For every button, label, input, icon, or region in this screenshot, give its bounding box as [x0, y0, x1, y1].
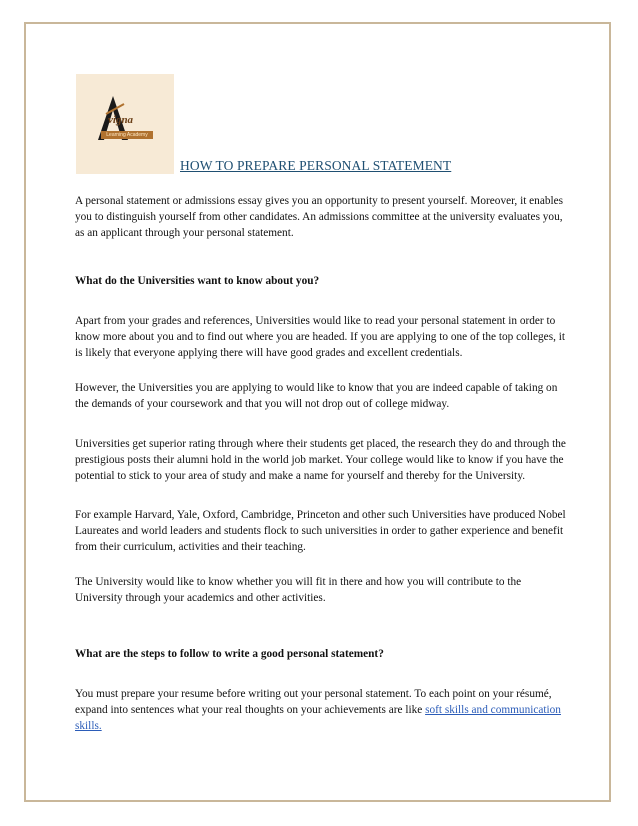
paragraph-resume — [75, 686, 570, 734]
intro-paragraph: A personal statement or admissions essay gives you an opportunity to present yourself. Moreover, it enables you to distinguish yourself from other candidates. An admissions committee at the university evaluates you, as an applicant through your personal statement. — [75, 195, 564, 239]
page-title: HOW TO PREPARE PERSONAL STATEMENT — [180, 158, 452, 173]
logo-tagline: Learning Academy — [101, 131, 153, 139]
logo-name: vigna — [108, 114, 134, 126]
paragraph-resume-text: You must prepare your resume before writing out your personal statement. To each point on your résumé, expand into sentences what your real thoughts on your achievements are like — [75, 688, 552, 716]
paragraph-capability: However, the Universities you are applying to would like to know that you are indeed capable of taking on the demands of your coursework and that you will not drop out of college midway. — [75, 382, 558, 410]
academy-logo — [76, 74, 174, 174]
paragraph-grades: Apart from your grades and references, Universities would like to read your personal statement in order to know more about you and to find out where you are headed. If you are applying to one of the top colleges, it is likely that everyone applying there will have good grades and excellent credentials. — [75, 315, 566, 359]
soft-skills-link[interactable]: soft skills and communication skills. — [75, 704, 561, 732]
section-heading-steps: What are the steps to follow to write a good personal statement? — [75, 648, 384, 660]
paragraph-fit: The University would like to know whether you will fit in there and how you will contribute to the University through your academics and other activities. — [75, 576, 522, 604]
paragraph-rating: Universities get superior rating through where their students get placed, the research they do and through the prestigious posts their alumni hold in the world job market. Your college would like to know if you have the potential to stick to your area of study and make a name for yourself and thereby for the University. — [75, 438, 566, 482]
section-heading-universities: What do the Universities want to know about you? — [75, 275, 320, 287]
paragraph-examples: For example Harvard, Yale, Oxford, Cambridge, Princeton and other such Universities have produced Nobel Laureates and world leaders and students flock to such universities in order to gather experience and benefit from their curriculum, activities and their teaching. — [75, 509, 566, 553]
